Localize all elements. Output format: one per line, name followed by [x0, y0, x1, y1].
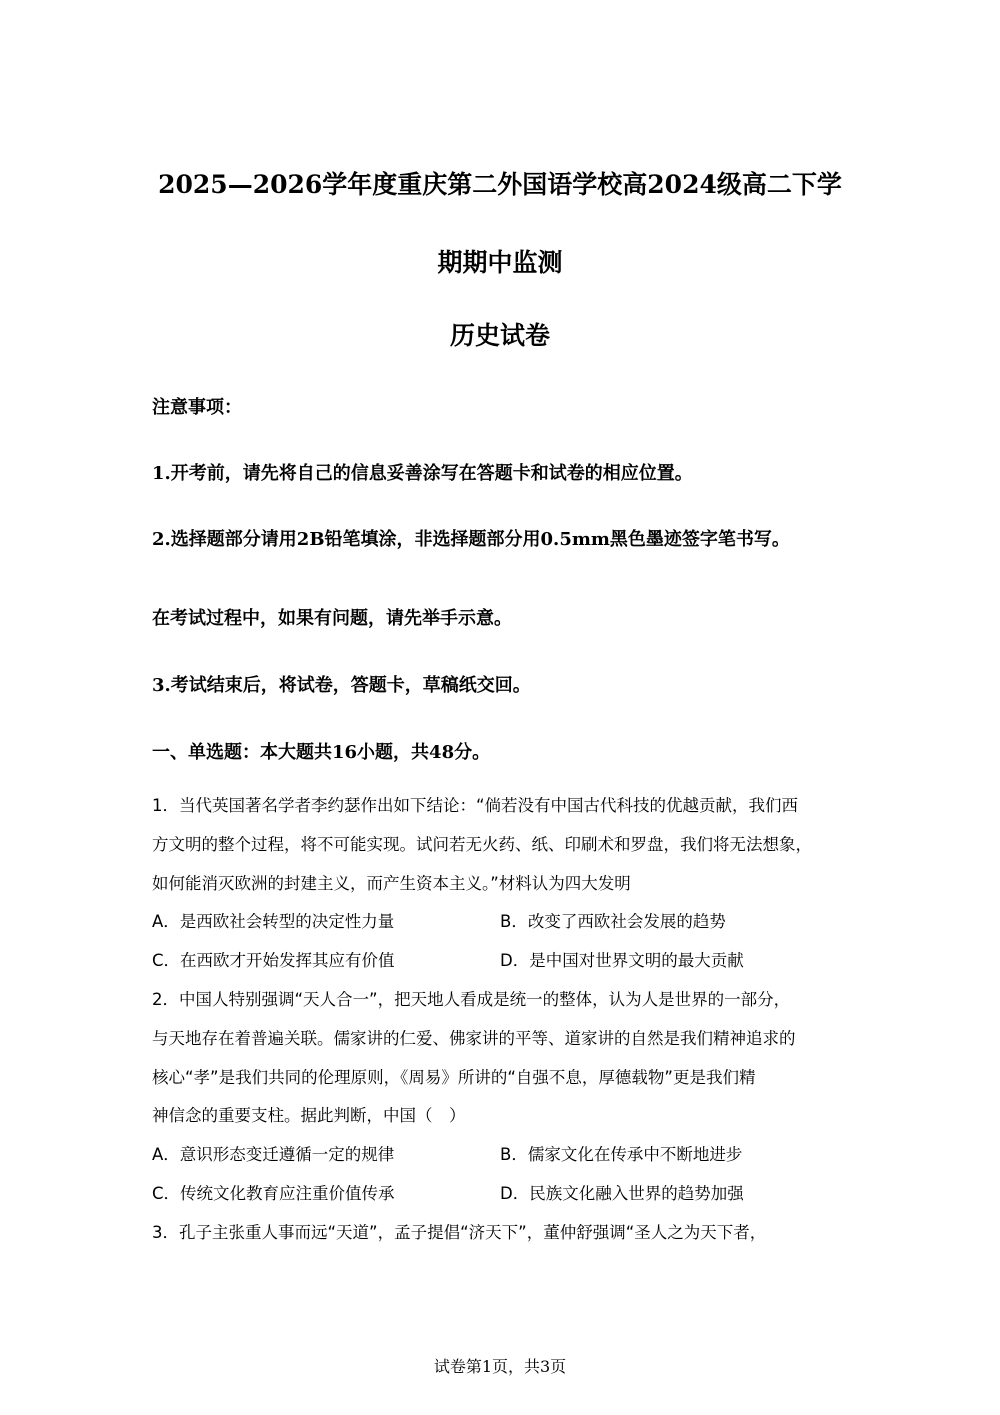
- exam-title-line1: 2025—2026学年度重庆第二外国语学校高2024级高二下学: [158, 170, 842, 199]
- option-a: A．是西欧社会转型的决定性力量: [152, 912, 395, 932]
- notice-heading: 注意事项：: [152, 397, 242, 418]
- option-d: D．民族文化融入世界的趋势加强: [500, 1183, 744, 1203]
- question-2: [152, 981, 857, 1214]
- option-row: [152, 1175, 857, 1214]
- notice-item-1: 1.开考前，请先将自己的信息妥善涂写在答题卡和试卷的相应位置。: [152, 463, 693, 484]
- question-line: 3．孔子主张重人事而远“天道”，孟子提倡“济天下”，董仲舒强调“圣人之为天下者，: [152, 1223, 767, 1242]
- option-b: B．儒家文化在传承中不断地进步: [500, 1145, 743, 1165]
- option-c: C．传统文化教育应注重价值传承: [152, 1183, 395, 1203]
- question-line: 2．中国人特别强调“天人合一”，把天地人看成是统一的整体，认为人是世界的一部分，: [152, 990, 791, 1009]
- question-1: [152, 787, 857, 981]
- option-d: D．是中国对世界文明的最大贡献: [500, 951, 744, 971]
- question-line: 如何能消灭欧洲的封建主义，而产生资本主义。”材料认为四大发明: [152, 873, 631, 893]
- question-line: 神信念的重要支柱。据此判断，中国（ ）: [152, 1106, 466, 1126]
- question-line: 1．当代英国著名学者李约瑟作出如下结论：“倘若没有中国古代科技的优越贡献，我们西: [152, 796, 799, 815]
- page-footer: 试卷第1页，共3页: [433, 1357, 567, 1376]
- exam-title-line2: 期期中监测: [437, 248, 563, 277]
- notice-item-2-continued: 在考试过程中，如果有问题，请先举手示意。: [152, 608, 512, 629]
- notice-item-2: 2.选择题部分请用2B铅笔填涂，非选择题部分用0.5mm黑色墨迹签字笔书写。: [152, 529, 790, 550]
- question-line: 方文明的整个过程，将不可能实现。试问若无火药、纸、印刷术和罗盘，我们将无法想象，: [152, 834, 812, 854]
- question-3: [152, 1214, 857, 1253]
- subject-title: 历史试卷: [449, 321, 550, 350]
- question-line: 与天地存在着普遍关联。儒家讲的仁爱、佛家讲的平等、道家讲的自然是我们精神追求的: [152, 1028, 796, 1048]
- option-row: [152, 903, 857, 942]
- option-row: [152, 942, 857, 981]
- notice-item-3: 3.考试结束后，将试卷，答题卡，草稿纸交回。: [152, 675, 531, 696]
- section-heading: 一、单选题：本大题共16小题，共48分。: [152, 742, 491, 763]
- option-a: A．意识形态变迁遵循一定的规律: [152, 1145, 395, 1165]
- question-line: 核心“孝”是我们共同的伦理原则，《周易》所讲的“自强不息，厚德载物”更是我们精: [152, 1067, 756, 1087]
- option-row: [152, 1136, 857, 1175]
- option-c: C．在西欧才开始发挥其应有价值: [152, 951, 395, 971]
- option-b: B．改变了西欧社会发展的趋势: [500, 912, 726, 932]
